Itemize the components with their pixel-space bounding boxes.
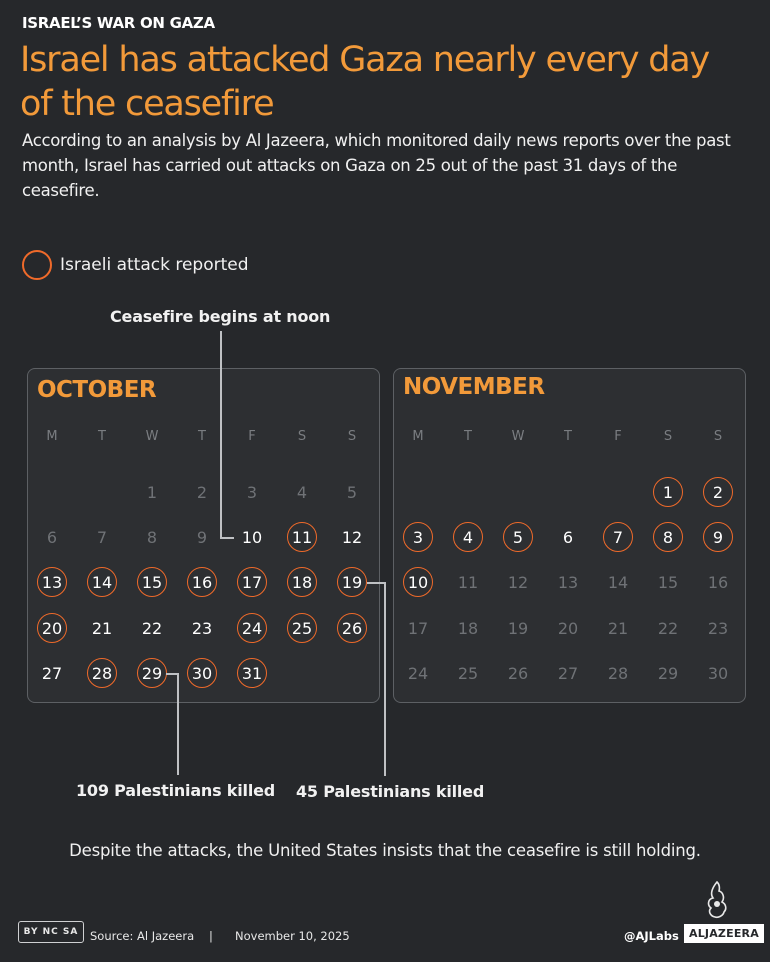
- day-november-15: 15: [657, 572, 679, 592]
- oct19-leader-tick: [367, 582, 385, 584]
- day-november-30: 30: [707, 663, 729, 683]
- oct19-leader-line: [384, 582, 386, 776]
- day-november-9: 9: [703, 522, 733, 552]
- creative-commons-badge: BY NC SA: [18, 921, 84, 943]
- day-november-6: 6: [562, 527, 574, 547]
- day-october-27: 27: [41, 663, 63, 683]
- weekday-label-november: M: [412, 428, 424, 444]
- day-october-23: 23: [191, 618, 213, 638]
- aljazeera-logo-icon: [702, 880, 732, 920]
- legend: [22, 250, 249, 280]
- day-october-21: 21: [91, 618, 113, 638]
- day-november-5: 5: [503, 522, 533, 552]
- day-november-20: 20: [557, 618, 579, 638]
- source: Source: Al Jazeera: [90, 929, 195, 943]
- day-november-7: 7: [603, 522, 633, 552]
- day-october-10: 10: [241, 527, 263, 547]
- month-title-november: NOVEMBER: [403, 374, 545, 400]
- weekday-label-november: W: [511, 428, 525, 444]
- weekday-label-november: T: [464, 428, 472, 444]
- publish-date: November 10, 2025: [235, 929, 350, 943]
- day-november-18: 18: [457, 618, 479, 638]
- day-november-2: 2: [703, 477, 733, 507]
- month-title-october: OCTOBER: [37, 377, 157, 403]
- oct29-leader-line: [177, 673, 179, 775]
- description: According to an analysis by Al Jazeera, which monitored daily news reports over the past month, Israel has carried out attacks on Gaza on 25 out of the past 31 days of the ceasefire.: [22, 131, 731, 200]
- legend-label: Israeli attack reported: [60, 255, 249, 275]
- day-october-26: 26: [337, 613, 367, 643]
- killed-109-annotation: 109 Palestinians killed: [76, 781, 276, 800]
- day-november-12: 12: [507, 572, 529, 592]
- day-october-12: 12: [341, 527, 363, 547]
- day-october-28: 28: [87, 658, 117, 688]
- weekday-label-october: S: [347, 428, 357, 444]
- weekday-label-november: S: [713, 428, 723, 444]
- day-october-3: 3: [246, 482, 258, 502]
- day-october-19: 19: [337, 567, 367, 597]
- day-november-19: 19: [507, 618, 529, 638]
- weekday-label-november: F: [614, 428, 622, 444]
- day-november-22: 22: [657, 618, 679, 638]
- day-november-27: 27: [557, 663, 579, 683]
- ceasefire-annotation: Ceasefire begins at noon: [110, 307, 331, 326]
- day-october-22: 22: [141, 618, 163, 638]
- day-november-13: 13: [557, 572, 579, 592]
- day-november-17: 17: [407, 618, 429, 638]
- day-november-16: 16: [707, 572, 729, 592]
- day-november-3: 3: [403, 522, 433, 552]
- weekday-label-october: W: [145, 428, 159, 444]
- weekday-label-november: T: [564, 428, 572, 444]
- weekday-label-october: T: [198, 428, 206, 444]
- weekday-label-october: F: [248, 428, 256, 444]
- footer-separator: |: [209, 929, 213, 943]
- day-october-24: 24: [237, 613, 267, 643]
- day-october-15: 15: [137, 567, 167, 597]
- day-october-20: 20: [37, 613, 67, 643]
- day-october-5: 5: [346, 482, 358, 502]
- day-october-14: 14: [87, 567, 117, 597]
- day-october-7: 7: [96, 527, 108, 547]
- page-title: Israel has attacked Gaza nearly every day of the ceasefire: [20, 40, 710, 124]
- day-october-1: 1: [146, 482, 158, 502]
- day-october-30: 30: [187, 658, 217, 688]
- day-november-11: 11: [457, 572, 479, 592]
- day-october-8: 8: [146, 527, 158, 547]
- day-october-6: 6: [46, 527, 58, 547]
- day-october-13: 13: [37, 567, 67, 597]
- weekday-label-october: S: [297, 428, 307, 444]
- day-november-21: 21: [607, 618, 629, 638]
- day-november-28: 28: [607, 663, 629, 683]
- social-handle: @AJLabs: [624, 929, 679, 943]
- day-october-25: 25: [287, 613, 317, 643]
- day-october-29: 29: [137, 658, 167, 688]
- day-november-4: 4: [453, 522, 483, 552]
- weekday-label-october: M: [46, 428, 58, 444]
- ceasefire-leader-line: [220, 331, 222, 538]
- footnote: Despite the attacks, the United States insists that the ceasefire is still holding.: [69, 841, 701, 860]
- day-october-31: 31: [237, 658, 267, 688]
- weekday-label-october: T: [98, 428, 106, 444]
- ceasefire-leader-tick: [220, 537, 234, 539]
- day-october-18: 18: [287, 567, 317, 597]
- day-october-9: 9: [196, 527, 208, 547]
- day-november-24: 24: [407, 663, 429, 683]
- day-october-11: 11: [287, 522, 317, 552]
- day-november-25: 25: [457, 663, 479, 683]
- day-october-16: 16: [187, 567, 217, 597]
- killed-45-annotation: 45 Palestinians killed: [296, 782, 485, 801]
- brand-wordmark: ALJAZEERA: [684, 924, 764, 943]
- kicker: ISRAEL’S WAR ON GAZA: [22, 14, 215, 32]
- day-november-8: 8: [653, 522, 683, 552]
- day-november-14: 14: [607, 572, 629, 592]
- day-november-23: 23: [707, 618, 729, 638]
- day-november-29: 29: [657, 663, 679, 683]
- day-november-26: 26: [507, 663, 529, 683]
- day-november-1: 1: [653, 477, 683, 507]
- day-october-4: 4: [296, 482, 308, 502]
- day-november-10: 10: [403, 567, 433, 597]
- weekday-label-november: S: [663, 428, 673, 444]
- day-october-2: 2: [196, 482, 208, 502]
- day-october-17: 17: [237, 567, 267, 597]
- attack-ring-icon: [22, 250, 52, 280]
